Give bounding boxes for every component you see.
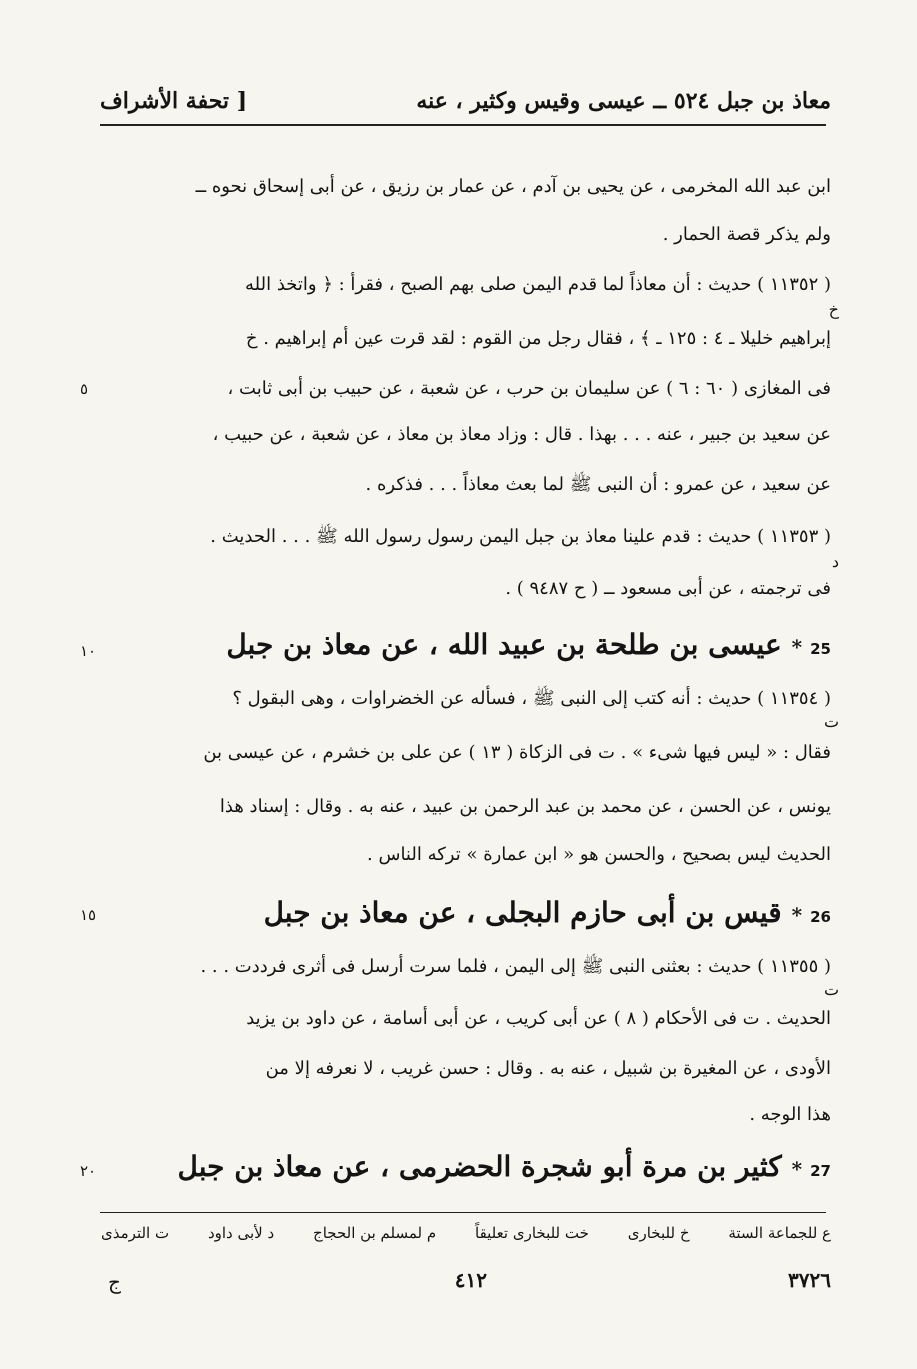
chapter-heading-25	[101, 628, 831, 661]
hadith-line-11352: ( ١١٣٥٢ ) حديث : أن معاذاً لما قدم اليمن صلى بهم الصبح ، فقرأ : ﴿ واتخذ الله	[245, 274, 831, 295]
running-header-title: معاذ بن جبل ٥٢٤ ــ عيسى وقيس وكثير ، عنه	[416, 88, 831, 114]
text-line: إبراهيم خليلا ـ ٤ : ١٢٥ ـ ﴾ ، فقال رجل من القوم : لقد قرت عين أم إبراهيم . خ	[245, 328, 831, 349]
sigla-legend	[101, 1224, 831, 1242]
margin-line-number: ٥	[80, 380, 89, 398]
text-line: فى المغازى ( ٦٠ : ٦ ) عن سليمان بن حرب ، عن شعبة ، عن حبيب بن أبى ثابت ،	[227, 378, 831, 399]
chapter-star: *	[791, 903, 803, 927]
text-line: الحديث ليس بصحيح ، والحسن هو « ابن عمارة » تركه الناس .	[367, 844, 831, 865]
text-line: الحديث . ت فى الأحكام ( ٨ ) عن أبى كريب ، عن أبى أسامة ، عن داود بن يزيد	[246, 1008, 831, 1029]
hadith-line-11355: ( ١١٣٥٥ ) حديث : بعثنى النبى ﷺ إلى اليمن ، فلما سرت أرسل فى أثرى فرددت . . .	[200, 956, 831, 977]
running-header-book: [ تحفة الأشراف	[100, 88, 248, 114]
text-line: عن سعيد بن جبير ، عنه . . . بهذا . قال : وزاد معاذ بن معاذ ، عن شعبة ، عن حبيب ،	[212, 424, 831, 445]
chapter-star: *	[791, 635, 803, 659]
chapter-number: 26	[810, 908, 831, 926]
legend-item: خت للبخارى تعليقاً	[475, 1224, 589, 1242]
legend-item: ت الترمذى	[101, 1224, 170, 1242]
chapter-heading-27	[101, 1150, 831, 1183]
legend-item: ع للجماعة الستة	[728, 1224, 831, 1242]
hadith-siglum: خ	[828, 300, 839, 319]
footnote-rule	[100, 1212, 826, 1213]
hadith-siglum: ت	[823, 712, 839, 731]
text-line: هذا الوجه .	[749, 1104, 831, 1125]
chapter-title: عيسى بن طلحة بن عبيد الله ، عن معاذ بن جبل	[226, 628, 782, 661]
chapter-number: 25	[810, 640, 831, 658]
margin-line-number: ١٥	[80, 906, 97, 924]
chapter-star: *	[791, 1157, 803, 1181]
hadith-siglum: د	[831, 552, 839, 571]
chapter-heading-26	[101, 896, 831, 929]
hadith-line-11353: ( ١١٣٥٣ ) حديث : قدم علينا معاذ بن جبل اليمن رسول رسول الله ﷺ . . . الحديث .	[210, 526, 831, 547]
margin-line-number: ١٠	[80, 642, 97, 660]
header-rule	[100, 124, 826, 126]
hadith-siglum: ت	[823, 980, 839, 999]
text-line: ابن عبد الله المخرمى ، عن يحيى بن آدم ، عن عمار بن رزيق ، عن أبى إسحاق نحوه ــ	[195, 176, 831, 197]
text-line: عن سعيد ، عن عمرو : أن النبى ﷺ لما بعث معاذاً . . . فذكره .	[365, 474, 831, 495]
text-line: ولم يذكر قصة الحمار .	[662, 224, 831, 245]
chapter-title: كثير بن مرة أبو شجرة الحضرمى ، عن معاذ بن جبل	[177, 1150, 782, 1183]
text-line: الأودى ، عن المغيرة بن شبيل ، عنه به . وقال : حسن غريب ، لا نعرفه إلا من	[265, 1058, 831, 1079]
text-line: فقال : « ليس فيها شىء » . ت فى الزكاة ( ١٣ ) عن على بن خشرم ، عن عيسى بن	[203, 742, 831, 763]
legend-item: خ للبخارى	[627, 1224, 690, 1242]
chapter-number: 27	[810, 1162, 831, 1180]
legend-item: م لمسلم بن الحجاج	[313, 1224, 437, 1242]
page-number: ٤١٢	[454, 1268, 487, 1292]
hadith-line-11354: ( ١١٣٥٤ ) حديث : أنه كتب إلى النبى ﷺ ، فسأله عن الخضراوات ، وهى البقول ؟	[232, 688, 831, 709]
chapter-title: قيس بن أبى حازم البجلى ، عن معاذ بن جبل	[263, 896, 782, 929]
volume-page-number: ٣٧٢٦	[788, 1268, 831, 1292]
margin-line-number: ٢٠	[80, 1162, 97, 1180]
text-line: يونس ، عن الحسن ، عن محمد بن عبد الرحمن بن عبيد ، عنه به . وقال : إسناد هذا	[219, 796, 831, 817]
text-line: فى ترجمته ، عن أبى مسعود ــ ( ح ٩٤٨٧ ) .	[505, 578, 831, 599]
printer-signature: ج	[108, 1270, 121, 1294]
legend-item: د لأبى داود	[207, 1224, 275, 1242]
